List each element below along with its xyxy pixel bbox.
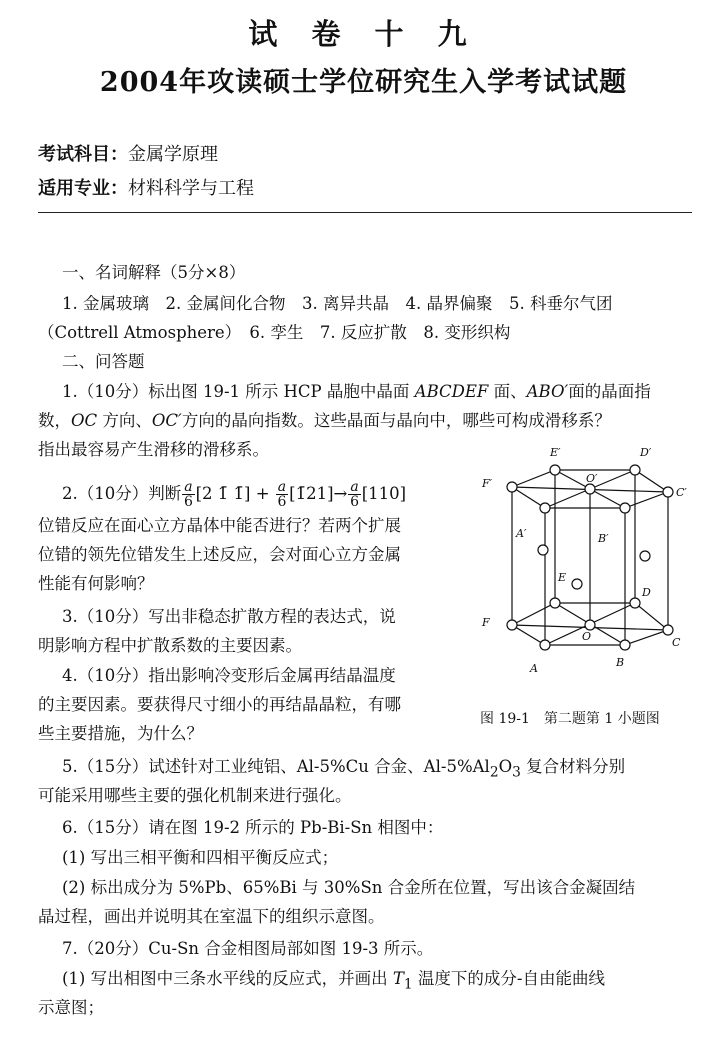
q2-frac3 <box>348 480 360 509</box>
q6-line4: 晶过程，画出并说明其在室温下的组织示意图。 <box>38 907 385 926</box>
q2-frac1-num: a <box>184 479 193 495</box>
subject-line <box>38 140 218 166</box>
q5-line1 <box>62 756 625 783</box>
section1-line1: 1. 金属玻璃 2. 金属间化合物 3. 离异共晶 4. 晶界偏聚 5. 科垂尔气团 <box>62 294 613 313</box>
q7-line1: 7.（20分）Cu-Sn 合金相图局部如图 19-3 所示。 <box>62 939 434 958</box>
atom-b1 <box>620 503 630 513</box>
label-b1: B′ <box>598 532 609 545</box>
q7-temp-sub: 1 <box>403 976 413 993</box>
q5-line2: 可能采用哪些主要的强化机制来进行强化。 <box>38 786 352 805</box>
q7-line2 <box>62 968 605 995</box>
q1-dir-oc: OC <box>71 411 98 430</box>
subject-label: 考试科目： <box>38 144 128 165</box>
atom-f1 <box>507 482 517 492</box>
q1-text-e: 面的晶面指 <box>568 382 651 401</box>
q1-text-f: 数， <box>38 411 71 430</box>
q2-line4: 性能有何影响？ <box>38 574 154 593</box>
q4-line2: 的主要因素。要获得尺寸细小的再结晶晶粒，有哪 <box>38 695 401 714</box>
atom-d1 <box>630 465 640 475</box>
q2-frac1 <box>182 480 194 509</box>
q2-frac3-den: 6 <box>350 494 359 510</box>
atom-e <box>550 598 560 608</box>
atom-c1 <box>663 487 673 497</box>
q2-line1 <box>62 480 406 509</box>
major-value: 材料科学与工程 <box>128 178 254 199</box>
label-e1: E′ <box>550 446 561 459</box>
q2-text-a: 2.（10分）判断 <box>62 484 182 503</box>
atom-a <box>540 640 550 650</box>
q1-plane-abo: ABO′ <box>526 382 569 401</box>
q2-plus: + <box>250 484 275 503</box>
atom-c <box>663 625 673 635</box>
atom-o <box>585 620 595 630</box>
atom-e1 <box>550 465 560 475</box>
q7-text-b: 温度下的成分-自由能曲线 <box>412 969 605 988</box>
major-label: 适用专业： <box>38 178 128 199</box>
q7-temp-t: T <box>392 969 404 988</box>
label-c: C <box>672 636 681 649</box>
q7-line3: 示意图； <box>38 998 104 1017</box>
q2-vector2: [1̄21] <box>289 484 334 503</box>
header-divider <box>38 212 692 213</box>
q1-plane-abcdef: ABCDEF <box>414 382 489 401</box>
q1-text-c: 面、 <box>488 382 527 401</box>
label-o1: O′ <box>586 472 598 485</box>
label-a1: A′ <box>516 527 527 540</box>
q6-line3: (2) 标出成分为 5%Pb、65%Bi 与 30%Sn 合金所在位置，写出该合金凝固结 <box>62 878 636 897</box>
q2-arrow: → <box>333 484 348 503</box>
q2-vector3: [110] <box>361 484 407 503</box>
label-a: A <box>530 662 538 675</box>
section1-heading: 一、名词解释（5分×8） <box>62 263 246 282</box>
q2-vector1: [2 1̄ 1̄] <box>195 484 251 503</box>
label-o: O <box>582 630 592 643</box>
label-e: E <box>558 571 567 584</box>
q1-line3: 指出最容易产生滑移的滑移系。 <box>38 440 269 459</box>
label-f1: F′ <box>482 477 493 490</box>
atom-f <box>507 620 517 630</box>
q4-line3: 些主要措施，为什么？ <box>38 724 203 743</box>
q2-frac1-den: 6 <box>183 494 193 510</box>
q7-text-a: (1) 写出相图中三条水平线的反应式，并画出 <box>62 969 393 988</box>
label-d: D <box>642 586 651 599</box>
q1-line2 <box>38 410 611 432</box>
q1-text-a: 1.（10分）标出图 19-1 所示 HCP 晶胞中晶面 <box>62 382 415 401</box>
q2-frac3-num: a <box>350 479 359 495</box>
label-d1: D′ <box>640 446 652 459</box>
page-title: 试 卷 十 九 <box>248 17 479 51</box>
q5-sub1: 2 <box>489 764 499 781</box>
atom-mid-2 <box>572 579 582 589</box>
q1-line1 <box>62 381 651 403</box>
label-c1: C′ <box>676 486 687 499</box>
label-b: B <box>616 656 625 669</box>
exam-subtitle: 2004年攻读硕士学位研究生入学考试试题 <box>99 67 628 98</box>
atom-a1 <box>540 503 550 513</box>
label-f: F <box>482 616 490 629</box>
q5-sub2: 3 <box>512 764 521 781</box>
q3-line2: 明影响方程中扩散系数的主要因素。 <box>38 636 302 655</box>
q5-text-a: 5.（15分）试述针对工业纯铝、Al-5%Cu 合金、Al-5%Al <box>62 757 490 776</box>
hcp-cell-figure <box>470 440 700 690</box>
q4-line1: 4.（10分）指出影响冷变形后金属再结晶温度 <box>62 666 396 685</box>
major-line <box>38 174 254 200</box>
q1-dir-oc-prime: OC′ <box>151 411 182 430</box>
section2-heading: 二、问答题 <box>62 352 145 371</box>
atom-mid-3 <box>640 551 650 561</box>
q1-text-h: 方向、 <box>97 411 152 430</box>
q6-line2: (1) 写出三相平衡和四相平衡反应式； <box>62 848 339 867</box>
subject-value: 金属学原理 <box>128 144 218 165</box>
q6-line1: 6.（15分）请在图 19-2 所示的 Pb-Bi-Sn 相图中： <box>62 818 444 837</box>
q2-line3: 位错的领先位错发生上述反应，会对面心立方金属 <box>38 545 401 564</box>
atom-d <box>630 598 640 608</box>
atom-mid-1 <box>538 545 548 555</box>
q5-text-b: O <box>498 757 513 776</box>
q2-frac2-den: 6 <box>277 494 287 510</box>
q3-line1: 3.（10分）写出非稳态扩散方程的表达式，说 <box>62 607 396 626</box>
atom-b <box>620 640 630 650</box>
q5-text-c: 复合材料分别 <box>520 757 626 776</box>
atom-o1 <box>585 484 595 494</box>
q2-line2: 位错反应在面心立方晶体中能否进行？若两个扩展 <box>38 516 401 535</box>
q1-text-j: 方向的晶向指数。这些晶面与晶向中，哪些可构成滑移系？ <box>181 411 611 430</box>
q2-frac2-num: a <box>277 479 287 495</box>
q2-frac2 <box>276 480 288 509</box>
section1-line2: （Cottrell Atmosphere） 6. 孪生 7. 反应扩散 8. 变形织构 <box>38 323 511 342</box>
figure-caption: 图 19-1 第二题第 1 小题图 <box>480 711 660 727</box>
